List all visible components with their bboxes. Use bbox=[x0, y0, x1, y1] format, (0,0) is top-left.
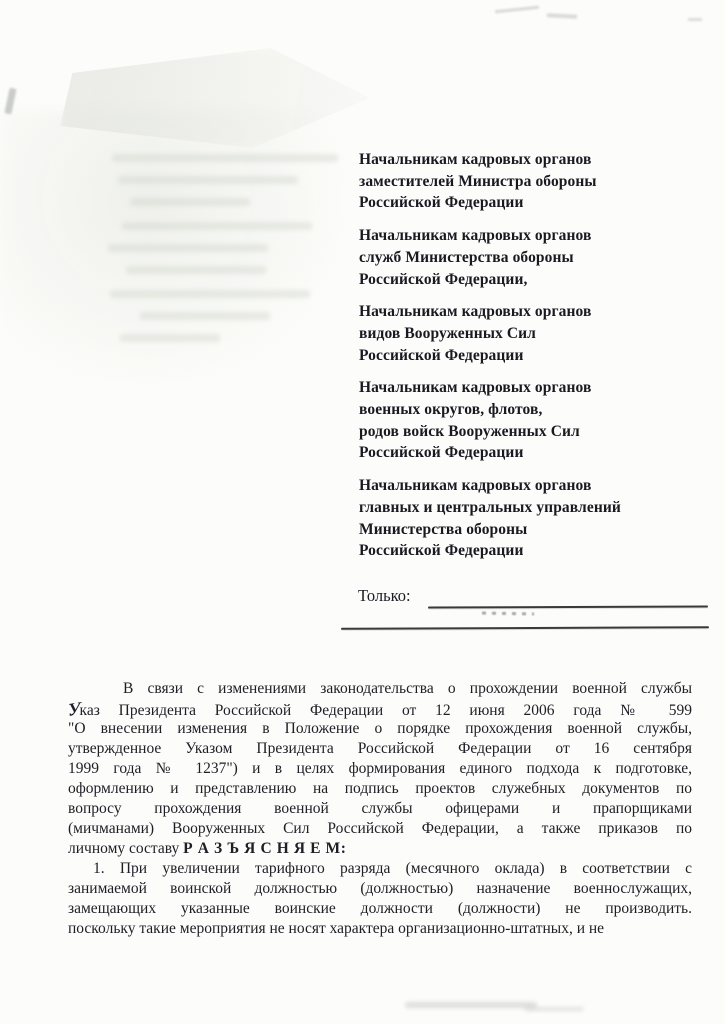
body-line: вопросу прохождения военной службы офицерами и прапорщиками bbox=[68, 800, 692, 817]
recipients-address-list bbox=[359, 149, 704, 573]
recipient-line: Российской Федерации bbox=[359, 194, 524, 212]
body-line: (мичманами) Вооруженных Сил Российской Федерации, а также приказов по bbox=[68, 820, 692, 837]
recipient-line: Российской Федерации bbox=[359, 444, 524, 462]
recipient-block bbox=[359, 149, 704, 214]
scan-artifact bbox=[0, 110, 350, 390]
bleed-through-text bbox=[122, 222, 312, 230]
recipient-line: родов войск Вооруженных Сил bbox=[359, 422, 580, 440]
recipient-line: Начальникам кадровых органов bbox=[359, 227, 592, 245]
recipient-line: Российской Федерации, bbox=[359, 270, 528, 288]
scan-artifact bbox=[688, 18, 702, 21]
recipient-block bbox=[359, 475, 704, 562]
signature-rule-line bbox=[341, 626, 709, 630]
body-line: оформлению и представлению на подпись проектов служебных документов по bbox=[68, 780, 692, 797]
body-line: поскольку такие мероприятия не носят характера организационно-штатных, и не bbox=[68, 920, 605, 937]
scan-artifact bbox=[525, 1007, 583, 1011]
scan-artifact bbox=[405, 1002, 537, 1008]
body-line bbox=[68, 839, 692, 859]
bleed-through-text bbox=[112, 154, 338, 162]
bleed-through-text bbox=[126, 266, 266, 274]
scan-artifact bbox=[4, 88, 16, 115]
recipient-block bbox=[359, 301, 704, 366]
recipient-line: Начальникам кадровых органов bbox=[359, 303, 592, 321]
recipient-line: военных округов, флотов, bbox=[359, 401, 543, 419]
scan-artifact bbox=[495, 6, 539, 14]
only-label: Только: bbox=[358, 586, 411, 605]
body-line bbox=[68, 699, 692, 719]
body-line-text: каз Президента Российской Федерации от 12 июня 2006 года № 599 bbox=[79, 702, 692, 719]
recipient-line: заместителей Министра обороны bbox=[359, 172, 597, 190]
body-line: 1999 года № 1237") и в целях формирования единого подхода к подготовке, bbox=[68, 760, 692, 777]
recipient-line: Российской Федерации bbox=[359, 542, 524, 560]
scan-artifact bbox=[60, 48, 370, 148]
body-line: "О внесении изменения в Положение о порядке прохождения военной службы, bbox=[68, 720, 692, 737]
recipient-line: Министерства обороны bbox=[359, 520, 528, 538]
body-line: 1. При увеличении тарифного разряда (месячного оклада) в соответствии с bbox=[93, 860, 692, 877]
bleed-through-text bbox=[130, 198, 250, 206]
body-line: В связи с изменениями законодательства о прохождении военной службы bbox=[123, 680, 692, 697]
document-body bbox=[68, 679, 692, 939]
recipient-line: Начальникам кадровых органов bbox=[359, 151, 592, 168]
scan-artifact bbox=[482, 612, 534, 616]
body-line: занимаемой воинской должностью (должностью) назначение военнослужащих, bbox=[68, 880, 692, 897]
recipient-block bbox=[359, 225, 704, 290]
recipient-block bbox=[359, 377, 704, 464]
bleed-through-text bbox=[120, 334, 220, 342]
recipient-line: служб Министерства обороны bbox=[359, 248, 574, 266]
handwritten-correction: У bbox=[67, 697, 81, 721]
bleed-through-text bbox=[108, 244, 268, 252]
body-line: замещающих указанные воинские должности (должности) не производить. bbox=[68, 900, 692, 917]
bleed-through-text bbox=[118, 176, 298, 184]
body-line-text: личному составу bbox=[68, 840, 184, 857]
bleed-through-text bbox=[140, 312, 270, 320]
signature-rule-line bbox=[428, 606, 708, 609]
recipient-line: Начальникам кадровых органов bbox=[359, 477, 592, 495]
recipient-line: Российской Федерации bbox=[359, 346, 524, 364]
body-line: утвержденное Указом Президента Российской Федерации от 16 сентября bbox=[68, 740, 692, 757]
scan-artifact bbox=[547, 13, 577, 19]
recipient-line: видов Вооруженных Сил bbox=[359, 324, 536, 342]
bleed-through-text bbox=[110, 290, 310, 298]
recipient-line: главных и центральных управлений bbox=[359, 498, 621, 516]
emphasis-text: Р А З Ъ Я С Н Я Е М: bbox=[183, 840, 347, 857]
recipient-line: Начальникам кадровых органов bbox=[359, 379, 592, 397]
